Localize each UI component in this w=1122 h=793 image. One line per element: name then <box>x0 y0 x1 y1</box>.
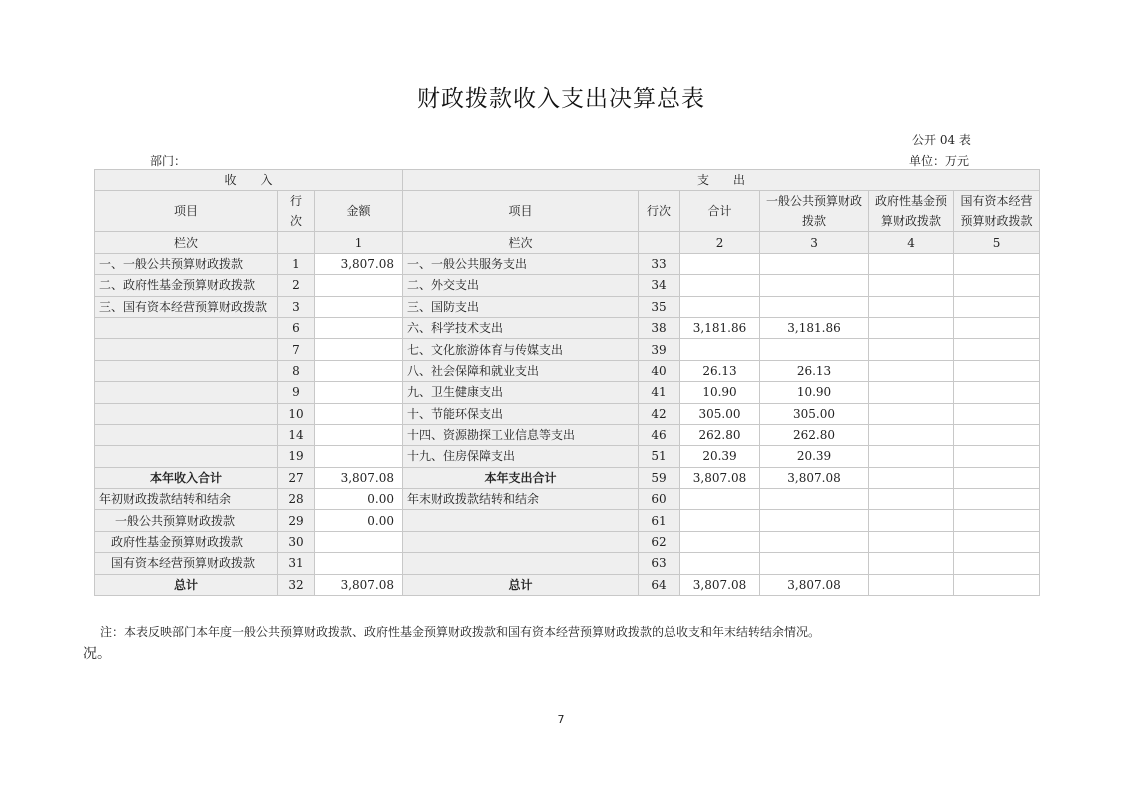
expense-rowno-cell: 59 <box>639 467 680 488</box>
expense-item-header: 项目 <box>403 191 639 232</box>
income-amount-cell: 3,807.08 <box>315 253 403 274</box>
carry-over-row <box>95 531 1040 552</box>
table-row <box>95 446 1040 467</box>
income-amount-header: 金额 <box>315 191 403 232</box>
expense-item-cell: 一、一般公共服务支出 <box>403 253 639 274</box>
grand-total-row <box>95 574 1040 595</box>
income-item-cell: 一、一般公共预算财政拨款 <box>95 253 278 274</box>
general-budget-header: 一般公共预算财政拨款 <box>760 191 869 232</box>
state-capital-cell <box>954 253 1040 274</box>
expense-rowno-cell: 35 <box>639 296 680 317</box>
finance-table <box>94 169 1040 596</box>
expense-item-cell <box>403 531 639 552</box>
income-amount-cell: 0.00 <box>315 510 403 531</box>
income-rowno-cell: 28 <box>278 489 315 510</box>
table-row <box>95 403 1040 424</box>
state-capital-cell <box>954 446 1040 467</box>
total-cell: 262.80 <box>680 424 760 445</box>
empty-cell <box>680 510 760 531</box>
col-index: 1 <box>315 232 403 253</box>
empty-cell <box>869 531 954 552</box>
total-cell <box>680 275 760 296</box>
total-cell: 20.39 <box>680 446 760 467</box>
empty-cell <box>680 489 760 510</box>
gov-fund-cell <box>869 253 954 274</box>
year-total-row <box>95 467 1040 488</box>
table-row <box>95 296 1040 317</box>
empty-cell <box>680 553 760 574</box>
expense-rowno-cell: 38 <box>639 317 680 338</box>
expense-item-cell: 年末财政拨款结转和结余 <box>403 489 639 510</box>
empty-cell <box>954 553 1040 574</box>
state-capital-header: 国有资本经营预算财政拨款 <box>954 191 1040 232</box>
general-budget-cell: 3,181.86 <box>760 317 869 338</box>
general-budget-cell <box>760 339 869 360</box>
table-row <box>95 253 1040 274</box>
expense-rowno-cell: 51 <box>639 446 680 467</box>
form-number: 公开 04 表 <box>912 133 971 147</box>
gov-fund-cell <box>869 339 954 360</box>
general-budget-cell: 305.00 <box>760 403 869 424</box>
empty-cell <box>954 489 1040 510</box>
total-cell <box>680 296 760 317</box>
gov-fund-cell <box>869 382 954 403</box>
income-item-cell <box>95 317 278 338</box>
income-rowno-cell: 30 <box>278 531 315 552</box>
general-budget-cell: 10.90 <box>760 382 869 403</box>
empty-cell <box>869 510 954 531</box>
expense-rowno-cell: 60 <box>639 489 680 510</box>
expense-item-cell: 八、社会保障和就业支出 <box>403 360 639 381</box>
expense-rowno-cell: 62 <box>639 531 680 552</box>
col-index: 5 <box>954 232 1040 253</box>
expense-rowno-cell: 42 <box>639 403 680 424</box>
income-item-cell <box>95 446 278 467</box>
department-label: 部门： <box>150 154 187 168</box>
income-item-cell <box>95 382 278 403</box>
general-budget-cell <box>760 296 869 317</box>
income-item-cell: 二、政府性基金预算财政拨款 <box>95 275 278 296</box>
empty-cell <box>869 489 954 510</box>
expense-rowno-cell: 41 <box>639 382 680 403</box>
footnote: 注：本表反映部门本年度一般公共预算财政拨款、政府性基金预算财政拨款和国有资本经营预算财政拨款的总收支和年末结转结余情况。 <box>100 625 821 639</box>
total-cell: 10.90 <box>680 382 760 403</box>
income-amount-cell: 0.00 <box>315 489 403 510</box>
page-number: 7 <box>557 713 565 726</box>
empty-cell <box>760 553 869 574</box>
state-capital-cell <box>954 339 1040 360</box>
expense-rowno-cell: 39 <box>639 339 680 360</box>
income-amount-cell <box>315 424 403 445</box>
col-label: 栏次 <box>403 232 639 253</box>
total-cell: 3,807.08 <box>680 574 760 595</box>
income-rowno-cell: 3 <box>278 296 315 317</box>
empty-cell <box>760 489 869 510</box>
table-row <box>95 360 1040 381</box>
state-capital-cell <box>954 296 1040 317</box>
total-cell: 3,807.08 <box>680 467 760 488</box>
income-item-cell <box>95 360 278 381</box>
income-rowno-cell: 29 <box>278 510 315 531</box>
income-rowno-cell: 19 <box>278 446 315 467</box>
general-budget-cell: 26.13 <box>760 360 869 381</box>
expense-item-cell: 十九、住房保障支出 <box>403 446 639 467</box>
income-rowno-header-text: 行 次 <box>289 194 302 229</box>
expense-item-cell <box>403 510 639 531</box>
table-row <box>95 339 1040 360</box>
income-rowno-cell: 8 <box>278 360 315 381</box>
income-rowno-cell: 9 <box>278 382 315 403</box>
col-label: 栏次 <box>95 232 278 253</box>
col-index: 4 <box>869 232 954 253</box>
income-rowno-cell: 27 <box>278 467 315 488</box>
table-row <box>95 382 1040 403</box>
income-item-cell: 三、国有资本经营预算财政拨款 <box>95 296 278 317</box>
expense-rowno-cell: 34 <box>639 275 680 296</box>
expense-item-cell: 六、科学技术支出 <box>403 317 639 338</box>
income-item-cell <box>95 339 278 360</box>
col-index: 2 <box>680 232 760 253</box>
income-item-cell: 本年收入合计 <box>95 467 278 488</box>
state-capital-cell <box>954 360 1040 381</box>
income-rowno-cell: 6 <box>278 317 315 338</box>
carry-over-row <box>95 489 1040 510</box>
gov-fund-cell <box>869 574 954 595</box>
income-item-cell: 政府性基金预算财政拨款 <box>95 531 278 552</box>
empty-cell <box>954 531 1040 552</box>
carry-over-row <box>95 553 1040 574</box>
expense-rowno-cell: 63 <box>639 553 680 574</box>
gov-fund-cell <box>869 296 954 317</box>
column-index-row <box>95 232 1040 253</box>
total-cell: 26.13 <box>680 360 760 381</box>
income-amount-cell <box>315 339 403 360</box>
footnote-tail: 况。 <box>83 646 111 662</box>
expense-rowno-cell: 46 <box>639 424 680 445</box>
income-item-header: 项目 <box>95 191 278 232</box>
section-header-row <box>95 170 1040 191</box>
income-rowno-cell: 7 <box>278 339 315 360</box>
income-item-cell: 一般公共预算财政拨款 <box>95 510 278 531</box>
state-capital-cell <box>954 574 1040 595</box>
general-budget-cell: 3,807.08 <box>760 574 869 595</box>
state-capital-cell <box>954 467 1040 488</box>
expense-rowno-cell: 61 <box>639 510 680 531</box>
empty-cell <box>680 531 760 552</box>
income-amount-cell <box>315 553 403 574</box>
empty-cell <box>954 510 1040 531</box>
general-budget-cell: 20.39 <box>760 446 869 467</box>
expense-rowno-cell: 33 <box>639 253 680 274</box>
income-amount-cell <box>315 360 403 381</box>
state-capital-cell <box>954 403 1040 424</box>
column-header-row <box>95 191 1040 232</box>
general-budget-cell: 262.80 <box>760 424 869 445</box>
expense-item-cell: 十、节能环保支出 <box>403 403 639 424</box>
gov-fund-header: 政府性基金预算财政拨款 <box>869 191 954 232</box>
income-amount-cell: 3,807.08 <box>315 467 403 488</box>
expense-item-cell: 本年支出合计 <box>403 467 639 488</box>
gov-fund-cell <box>869 360 954 381</box>
unit-label: 单位：万元 <box>909 154 970 168</box>
empty-cell <box>869 553 954 574</box>
expense-rowno-cell: 64 <box>639 574 680 595</box>
expense-item-cell: 二、外交支出 <box>403 275 639 296</box>
gov-fund-cell <box>869 275 954 296</box>
income-item-cell: 总计 <box>95 574 278 595</box>
state-capital-cell <box>954 317 1040 338</box>
income-amount-cell <box>315 403 403 424</box>
income-rowno-cell: 10 <box>278 403 315 424</box>
income-rowno-cell: 1 <box>278 253 315 274</box>
general-budget-cell <box>760 253 869 274</box>
col-index: 3 <box>760 232 869 253</box>
income-rowno-cell: 2 <box>278 275 315 296</box>
gov-fund-cell <box>869 424 954 445</box>
total-cell: 3,181.86 <box>680 317 760 338</box>
empty-cell <box>760 510 869 531</box>
expense-section-header: 支 出 <box>403 170 1040 191</box>
table-row <box>95 317 1040 338</box>
income-item-cell <box>95 424 278 445</box>
income-rowno-cell: 31 <box>278 553 315 574</box>
income-amount-cell <box>315 531 403 552</box>
income-item-cell: 年初财政拨款结转和结余 <box>95 489 278 510</box>
gov-fund-cell <box>869 317 954 338</box>
income-item-cell: 国有资本经营预算财政拨款 <box>95 553 278 574</box>
income-rowno-header <box>278 191 315 232</box>
state-capital-cell <box>954 275 1040 296</box>
state-capital-cell <box>954 382 1040 403</box>
expense-item-cell: 七、文化旅游体育与传媒支出 <box>403 339 639 360</box>
gov-fund-cell <box>869 467 954 488</box>
gov-fund-cell <box>869 403 954 424</box>
total-cell: 305.00 <box>680 403 760 424</box>
expense-item-cell <box>403 553 639 574</box>
page-title: 财政拨款收入支出决算总表 <box>417 86 705 112</box>
expense-item-cell: 十四、资源勘探工业信息等支出 <box>403 424 639 445</box>
expense-rowno-cell: 40 <box>639 360 680 381</box>
expense-item-cell: 总计 <box>403 574 639 595</box>
expense-item-cell: 九、卫生健康支出 <box>403 382 639 403</box>
income-amount-cell <box>315 275 403 296</box>
income-section-header: 收 入 <box>95 170 403 191</box>
general-budget-cell <box>760 275 869 296</box>
general-budget-cell: 3,807.08 <box>760 467 869 488</box>
income-rowno-cell: 32 <box>278 574 315 595</box>
total-header: 合计 <box>680 191 760 232</box>
income-amount-cell <box>315 296 403 317</box>
total-cell <box>680 253 760 274</box>
table-row <box>95 275 1040 296</box>
carry-over-row <box>95 510 1040 531</box>
empty-cell <box>760 531 869 552</box>
income-item-cell <box>95 403 278 424</box>
gov-fund-cell <box>869 446 954 467</box>
expense-item-cell: 三、国防支出 <box>403 296 639 317</box>
total-cell <box>680 339 760 360</box>
expense-rowno-header: 行次 <box>639 191 680 232</box>
income-amount-cell <box>315 382 403 403</box>
income-amount-cell: 3,807.08 <box>315 574 403 595</box>
income-amount-cell <box>315 446 403 467</box>
income-amount-cell <box>315 317 403 338</box>
table-row <box>95 424 1040 445</box>
income-rowno-cell: 14 <box>278 424 315 445</box>
state-capital-cell <box>954 424 1040 445</box>
